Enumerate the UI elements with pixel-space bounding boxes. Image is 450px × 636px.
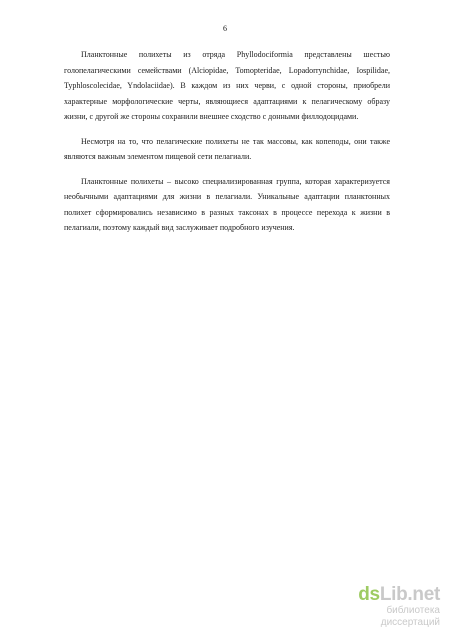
dslib-logo-lib: Lib.net <box>379 584 440 605</box>
page-number: 6 <box>223 24 227 33</box>
dslib-tagline: библиотека диссертаций <box>380 605 440 628</box>
dslib-watermark <box>340 585 440 629</box>
paragraph-1: Планктонные полихеты из отряда Phyllodociformia представлены шестью голопелагическими семействами (Alciopidae, Tomopteridae, Lopadorrynchidae, Iospilidae, Typhloscolecidae, Yndolaciidae). В каждом из них черви, с одной стороны, приобрели характерные морфологические черты, являющиеся адаптациями к пелагическому образу жизни, с другой же стороны сохранили внешнее сходство с донными филлодоцидами. <box>64 50 390 121</box>
paragraph-2: Несмотря на то, что пелагические полихеты не так массовы, как копеподы, они также являются важным элементом пищевой сети пелагиали. <box>64 136 390 161</box>
dslib-logo <box>340 585 440 605</box>
document-body <box>64 47 390 245</box>
dslib-logo-ds: ds <box>358 584 380 605</box>
paragraph-3: Планктонные полихеты – высоко специализированная группа, которая характеризуется необычными адаптациями для жизни в пелагиали. Уникальные адаптации планктонных полихет сформировались независимо в разных таксонах в процессе перехода к жизни в пелагиали, поэтому каждый вид заслуживает подробного изучения. <box>64 176 390 232</box>
